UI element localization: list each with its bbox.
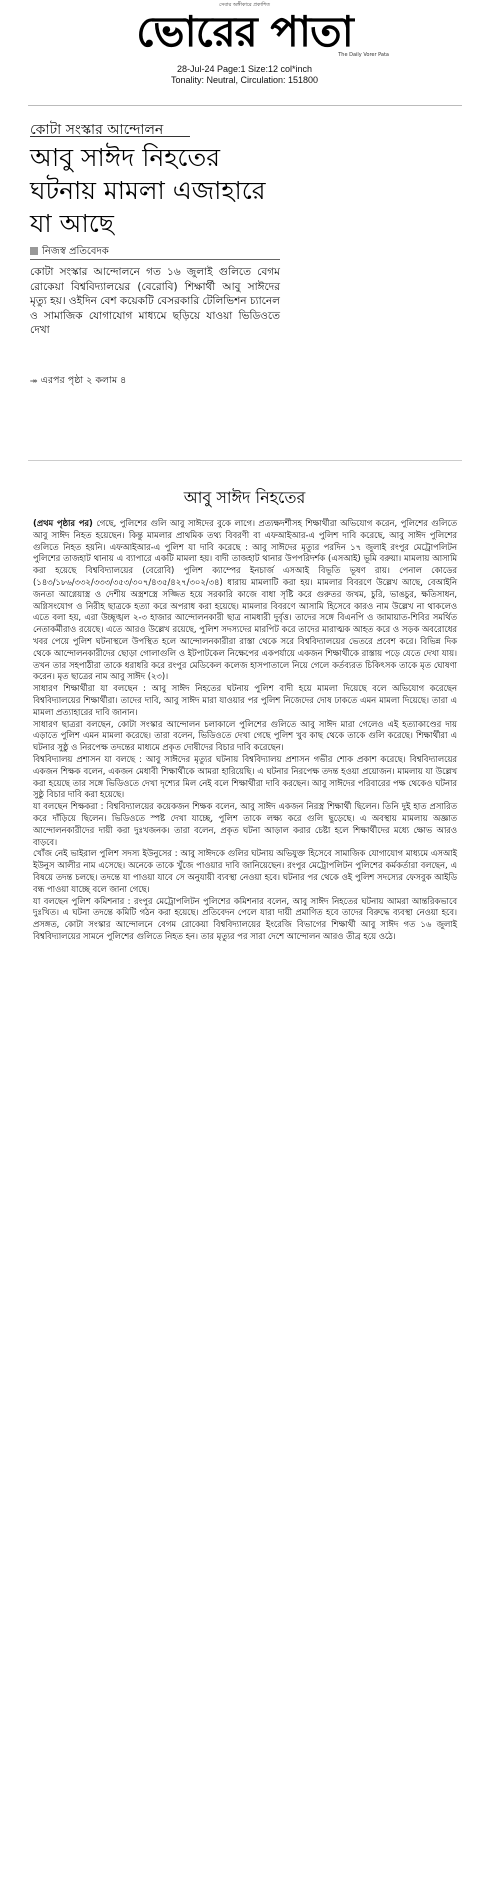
masthead-subtitle: The Daily Vorer Pata bbox=[338, 52, 389, 58]
square-bullet-icon bbox=[30, 247, 38, 255]
clip-tonality-circulation: Tonality: Neutral, Circulation: 151800 bbox=[170, 75, 319, 85]
clip-metadata bbox=[0, 64, 489, 86]
article-headline: আবু সাঈদ নিহতের ঘটনায় মামলা এজাহারে যা আছে bbox=[30, 143, 266, 238]
article-paragraph: বিশ্ববিদ্যালয় প্রশাসন যা বলছে : আবু সাঈদের মৃত্যুর ঘটনায় বিশ্ববিদ্যালয় প্রশাসন গভীর শোক প্রকাশ করেছে। বিশ্ববিদ্যালয়ের একজন শিক্ষক বলেন, একজন মেধাবী শিক্ষার্থীকে আমরা হারিয়েছি। এ ঘটনার নিরপেক্ষ তদন্ত হওয়া প্রয়োজন। মামলায় যা উল্লেখ করা হয়েছে তার সঙ্গে ভিডিওতে দেখা দৃশ্যের মিল নেই বলে শিক্ষার্থীরা দাবি করছেন। আবু সাঈদের পরিবারের পক্ষ থেকেও ঘটনার সুষ্ঠু বিচার দাবি করা হয়েছে। bbox=[33, 753, 457, 800]
continuation-note bbox=[30, 374, 126, 389]
continued-article-title: আবু সাঈদ নিহতের bbox=[183, 488, 306, 507]
paragraph-text: গেছে, পুলিশের গুলি আবু সাঈদের বুকে লাগে। প্রত্যক্ষদর্শীসহ শিক্ষার্থীরা অভিযোগ করেন, পুলিশের গুলিতে আবু সাঈদ নিহত হয়েছেন। কিন্তু মামলার প্রাথমিক তথ্য বিবরণী বা এফআইআর-এ পুলিশ দাবি করেছে, আবু সাঈদ পুলিশের গুলিতে নিহত হয়নি। এফআইআর-এ পুলিশ যা দাবি করেছে : আবু সাঈদের মৃত্যুর পরদিন ১৭ জুলাই রংপুর মেট্রোপলিটন পুলিশের তাজহাট থানায় এ ব্যাপারে একটি মামলা হয়। বাদী তাজহাট থানার উপপরিদর্শক (এসআই) ভূমি বরুয়া। মামলায় আসামি করা হয়েছে বিশ্ববিদ্যালয়ের (বেরোবি) পুলিশ ক্যাম্পের ইনচার্জ এসআই বিভূতি ভূষণ রায়। পেনাল কোডের (১৪৩/১৮৬/৩৩২/৩৩৩/৩৫৩/৩০৭/৪৩৫/৪২৭/৩০২/৩৪) ধারায় মামলাটি করা হয়। মামলার বিবরণে উল্লেখ আছে, বেআইনি জনতা আগ্নেয়াস্ত্র ও দেশীয় অস্ত্রশস্ত্রে সজ্জিত হয়ে সরকারি কাজে বাধা সৃষ্টি করে গুরুতর জখম, চুরি, ভাঙচুর, ক্ষতিসাধন, অগ্নিসংযোগ ও নিরীহ ছাত্রকে হত্যা করে অপরাধ করা হয়েছে। মামলার বিবরণে আসামি হিসেবে কারও নাম উল্লেখ না থাকলেও এতে বলা হয়, এরা উচ্ছৃঙ্খল ২-৩ হাজার আন্দোলনকারী ছাত্র নামধারী দুর্বৃত্ত। তাদের সঙ্গে বিএনপি ও জামায়াত-শিবির সমর্থিত নেতাকর্মীরাও রয়েছে। এতে আরও উল্লেখ রয়েছে, পুলিশ সদস্যদের মারপিট করে তাদের মারাত্মক আহত করে ও সড়ক অবরোধের খবর পেয়ে পুলিশ ঘটনাস্থলে উপস্থিত হলে আন্দোলনকারীরা রাস্তা থেকে সরে বিশ্ববিদ্যালয়ের ভেতরে প্রবেশ করে। বিভিন্ন দিক থেকে আন্দোলনকারীদের ছোড়া গোলাগুলি ও ইটপাটকেল নিক্ষেপের একপর্যায়ে একজন শিক্ষার্থীকে রাস্তায় পড়ে যেতে দেখা যায়। তখন তার সহপাঠীরা তাকে ধরাধরি করে রংপুর মেডিকেল কলেজ হাসপাতালে নিয়ে গেলে কর্তব্যরত চিকিৎসক তাকে মৃত ঘোষণা করেন। মৃত ছাত্রের নাম আবু সাঈদ (২৩)। bbox=[33, 518, 458, 682]
article-paragraph: সাধারণ শিক্ষার্থীরা যা বলছেন : আবু সাঈদ নিহতের ঘটনায় পুলিশ বাদী হয়ে মামলা দিয়েছে বলে অভিযোগ করেছেন বিশ্ববিদ্যালয়ের শিক্ষার্থীরা। তাদের দাবি, আবু সাঈদ মারা যাওয়ার পর পুলিশ নিজেদের দোষ ঢাকতে এমন মামলা দিয়েছে। তারা এ মামলা প্রত্যাহারের দাবি জানান। bbox=[33, 683, 457, 717]
clip-date-page: 28-Jul-24 Page:1 Size:12 col*inch bbox=[176, 64, 313, 74]
article-paragraph: সাধারণ ছাত্ররা বলছেন, কোটা সংস্কার আন্দোলন চলাকালে পুলিশের গুলিতে আবু সাঈদ মারা গেলেও এই হত্যাকাণ্ডের দায় এড়াতে পুলিশ এমন মামলা করেছে। তারা বলেন, ভিডিওতে দেখা গেছে পুলিশ খুব কাছ থেকে তাকে গুলি করেছে। শিক্ষার্থীরা এ ঘটনার সুষ্ঠু ও নিরপেক্ষ তদন্তের মাধ্যমে প্রকৃত দোষীদের বিচার দাবি করেছেন। bbox=[33, 718, 457, 753]
continuation-text: এরপর পৃষ্ঠা ২ কলাম ৪ bbox=[40, 375, 127, 386]
article-paragraph: খোঁজ নেই ভাইরাল পুলিশ সদস্য ইউনুসের : আবু সাঈদকে গুলির ঘটনায় অভিযুক্ত হিসেবে সামাজিক যোগাযোগ মাধ্যমে এসআই ইউনুস আলীর নাম এসেছে। অনেকে তাকে খুঁজে পাওয়ার দাবি জানিয়েছেন। রংপুর মেট্রোপলিটন পুলিশের কর্মকর্তারা বলছেন, এ বিষয়ে তদন্ত চলছে। তদন্তে যা পাওয়া যাবে সে অনুযায়ী ব্যবস্থা নেওয়া হবে। ঘটনার পর থেকে ওই পুলিশ সদস্যের ফেসবুক আইডি বন্ধ পাওয়া যাচ্ছে বলে জানা গেছে। bbox=[33, 848, 457, 894]
byline-divider bbox=[30, 259, 280, 260]
article-paragraph: যা বলছেন শিক্ষকরা : বিশ্ববিদ্যালয়ের কয়েকজন শিক্ষক বলেন, আবু সাঈদ একজন নিরস্ত্র শিক্ষার্থী ছিলেন। তিনি দুই হাত প্রসারিত করে দাঁড়িয়ে ছিলেন। ভিডিওতে স্পষ্ট দেখা যাচ্ছে, পুলিশ তাকে লক্ষ্য করে গুলি ছুড়েছে। এ অবস্থায় মামলায় অজ্ঞাত আন্দোলনকারীদের দায়ী করা দুঃখজনক। তারা বলেন, প্রকৃত ঘটনা আড়াল করার চেষ্টা হলে শিক্ষার্থীদের মধ্যে ক্ষোভ আরও বাড়বে। bbox=[33, 801, 457, 847]
masthead-tagline: সেবার অঙ্গীকারে প্রকাশিত bbox=[218, 2, 271, 8]
newspaper-logo: ভোরের পাতা bbox=[136, 7, 353, 56]
continued-article-body bbox=[33, 518, 457, 943]
masthead bbox=[0, 0, 489, 62]
article-paragraph: যা বলছেন পুলিশ কমিশনার : রংপুর মেট্রোপলিটন পুলিশের কমিশনার বলেন, আবু সাঈদ নিহতের ঘটনায় আমরা আন্তরিকভাবে দুঃখিত। এ ঘটনা তদন্তে কমিটি গঠন করা হয়েছে। প্রতিবেদন পেলে যারা দায়ী প্রমাণিত হবে তাদের বিরুদ্ধে ব্যবস্থা নেওয়া হবে। প্রসঙ্গত, কোটা সংস্কার আন্দোলনে বেগম রোকেয়া বিশ্ববিদ্যালয়ের ইংরেজি বিভাগের শিক্ষার্থী আবু সাঈদ গত ১৬ জুলাই বিশ্ববিদ্যালয়ের সামনে পুলিশের গুলিতে নিহত হন। তার মৃত্যুর পর সারা দেশে আন্দোলন আরও তীব্র হয়ে ওঠে। bbox=[33, 895, 457, 941]
article-paragraph bbox=[33, 518, 457, 683]
byline-text: নিজস্ব প্রতিবেদক bbox=[42, 246, 109, 257]
article-kicker: কোটা সংস্কার আন্দোলন bbox=[30, 122, 164, 138]
article-lead-paragraph: কোটা সংস্কার আন্দোলনে গত ১৬ জুলাই গুলিতে বেগম রোকেয়া বিশ্ববিদ্যালয়ের (বেরোবি) শিক্ষার্থী আবু সাঈদের মৃত্যু হয়। ওইদিন বেশ কয়েকটি বেসরকারি টেলিভিশন চ্যানেল ও সামাজিক যোগাযোগ মাধ্যমে ছড়িয়ে যাওয়া ভিডিওতে দেখা bbox=[30, 266, 280, 336]
continued-from-label: (প্রথম পৃষ্ঠার পর) bbox=[33, 518, 93, 528]
double-chevron-icon: ⯮ bbox=[30, 375, 38, 386]
kicker-divider bbox=[30, 136, 190, 137]
